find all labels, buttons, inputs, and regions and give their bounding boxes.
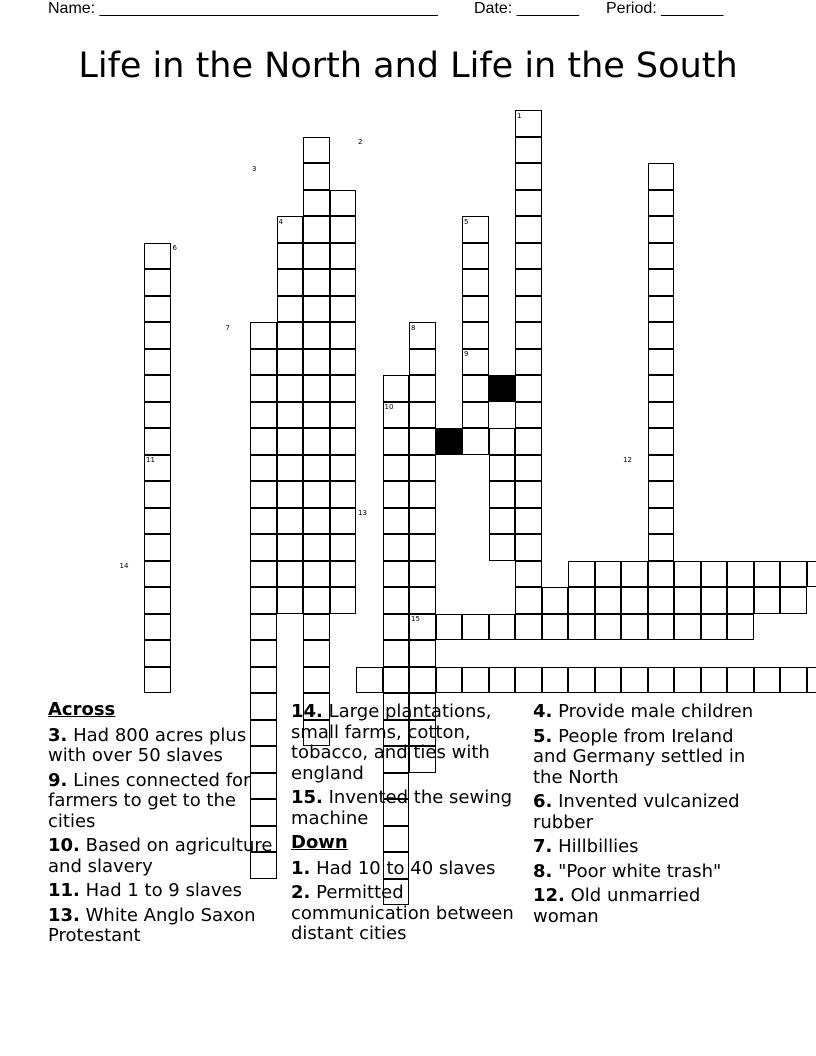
down-heading: Down: [291, 832, 348, 853]
grid-cell[interactable]: [515, 322, 542, 349]
grid-cell[interactable]: [330, 402, 357, 429]
grid-cell[interactable]: [250, 561, 277, 588]
grid-cell[interactable]: [489, 508, 516, 535]
grid-cell[interactable]: [674, 614, 701, 641]
clue-number-label: 11: [146, 456, 155, 464]
grid-cell[interactable]: [568, 587, 595, 614]
grid-cell[interactable]: [144, 269, 171, 296]
grid-cell[interactable]: [595, 614, 622, 641]
grid-cell[interactable]: [462, 296, 489, 323]
grid-cell[interactable]: [568, 614, 595, 641]
clue-number-label: 15: [411, 615, 420, 623]
grid-cell[interactable]: [780, 667, 807, 694]
grid-cell[interactable]: [383, 508, 410, 535]
clue-down-1: 1. Had 10 to 40 slaves: [291, 857, 496, 879]
grid-cell[interactable]: [303, 190, 330, 217]
grid-cell[interactable]: [409, 587, 436, 614]
clue-number-label: 4: [278, 217, 283, 226]
grid-cell[interactable]: [648, 455, 675, 482]
grid-cell[interactable]: [330, 243, 357, 270]
clue-down-2: 2. Permitted communication between distant cities: [291, 882, 514, 944]
clue-down-8: 8. "Poor white trash": [533, 860, 722, 882]
grid-cell[interactable]: [383, 640, 410, 667]
grid-cell[interactable]: [144, 587, 171, 614]
clue-across-14: 14. Large plantations, small farms, cotton, tobacco, and ties with england: [291, 701, 492, 784]
grid-cell[interactable]: [515, 614, 542, 641]
grid-cell[interactable]: [144, 640, 171, 667]
grid-cell[interactable]: [303, 269, 330, 296]
grid-cell[interactable]: [303, 402, 330, 429]
grid-cell[interactable]: [621, 561, 648, 588]
grid-cell[interactable]: [648, 296, 675, 323]
grid-cell[interactable]: [489, 481, 516, 508]
grid-cell[interactable]: [144, 428, 171, 455]
grid-cell[interactable]: [727, 587, 754, 614]
grid-cell[interactable]: [383, 561, 410, 588]
grid-cell[interactable]: [303, 163, 330, 190]
grid-cell[interactable]: [515, 296, 542, 323]
grid-cell[interactable]: [674, 561, 701, 588]
grid-cell[interactable]: [330, 349, 357, 376]
grid-cell[interactable]: [277, 349, 304, 376]
grid-cell[interactable]: [144, 481, 171, 508]
grid-cell[interactable]: [250, 349, 277, 376]
grid-cell[interactable]: [489, 667, 516, 694]
grid-cell[interactable]: [515, 481, 542, 508]
grid-cell[interactable]: [303, 428, 330, 455]
clue-number-label: 1: [517, 111, 522, 120]
grid-cell[interactable]: [303, 296, 330, 323]
grid-cell[interactable]: [250, 614, 277, 641]
grid-cell[interactable]: [595, 561, 622, 588]
grid-cell[interactable]: [330, 587, 357, 614]
grid-cell[interactable]: [277, 561, 304, 588]
grid-cell[interactable]: [277, 296, 304, 323]
grid-cell[interactable]: [462, 667, 489, 694]
black-square: [489, 375, 516, 402]
grid-cell[interactable]: [250, 640, 277, 667]
grid-cell[interactable]: [277, 322, 304, 349]
grid-cell[interactable]: [330, 375, 357, 402]
grid-cell[interactable]: [144, 561, 171, 588]
grid-cell[interactable]: [330, 190, 357, 217]
across-heading: Across: [48, 699, 116, 720]
grid-cell[interactable]: [727, 561, 754, 588]
clue-number-label: 13: [358, 509, 367, 517]
grid-cell[interactable]: [144, 296, 171, 323]
grid-cell[interactable]: [648, 269, 675, 296]
grid-cell[interactable]: [303, 534, 330, 561]
grid-cell[interactable]: [515, 216, 542, 243]
grid-cell[interactable]: [542, 667, 569, 694]
grid-cell[interactable]: [462, 614, 489, 641]
grid-cell[interactable]: [568, 561, 595, 588]
grid-cell[interactable]: [277, 269, 304, 296]
grid-cell[interactable]: [303, 640, 330, 667]
grid-cell[interactable]: [648, 216, 675, 243]
grid-cell[interactable]: [144, 322, 171, 349]
grid-cell[interactable]: [409, 349, 436, 376]
grid-cell[interactable]: [277, 587, 304, 614]
grid-cell[interactable]: [515, 561, 542, 588]
grid-cell[interactable]: [144, 534, 171, 561]
grid-cell[interactable]: [356, 667, 383, 694]
grid-cell[interactable]: [515, 190, 542, 217]
grid-cell[interactable]: [542, 614, 569, 641]
grid-cell[interactable]: [436, 614, 463, 641]
grid-cell[interactable]: [144, 349, 171, 376]
grid-cell[interactable]: [462, 322, 489, 349]
grid-cell[interactable]: [515, 534, 542, 561]
grid-cell[interactable]: [250, 375, 277, 402]
grid-cell[interactable]: [542, 587, 569, 614]
grid-cell[interactable]: [303, 322, 330, 349]
grid-cell[interactable]: [330, 508, 357, 535]
grid-cell[interactable]: [515, 428, 542, 455]
clue-across-15: 15. Invented the sewing machine: [291, 787, 513, 829]
grid-cell[interactable]: [409, 640, 436, 667]
grid-cell[interactable]: [489, 455, 516, 482]
grid-cell[interactable]: [648, 508, 675, 535]
clue-down-12: 12. Old unmarried woman: [533, 885, 701, 927]
grid-cell[interactable]: [515, 455, 542, 482]
grid-cell[interactable]: [727, 614, 754, 641]
clue-number-label: 14: [119, 562, 129, 570]
grid-cell[interactable]: [515, 375, 542, 402]
grid-cell[interactable]: [383, 455, 410, 482]
grid-cell[interactable]: [727, 667, 754, 694]
black-square: [436, 428, 463, 455]
grid-cell[interactable]: [409, 561, 436, 588]
page-title: Life in the North and Life in the South: [78, 46, 738, 86]
grid-cell[interactable]: [568, 667, 595, 694]
grid-cell[interactable]: [303, 243, 330, 270]
grid-cell[interactable]: [383, 587, 410, 614]
clue-number-label: 7: [225, 323, 230, 332]
grid-cell[interactable]: [648, 534, 675, 561]
grid-cell[interactable]: [648, 614, 675, 641]
grid-cell[interactable]: [303, 455, 330, 482]
grid-cell[interactable]: [250, 402, 277, 429]
grid-cell[interactable]: [648, 561, 675, 588]
grid-cell[interactable]: [648, 428, 675, 455]
clue-across-3: 3. Had 800 acres plus with over 50 slaves: [48, 724, 247, 766]
clues-column-3: [533, 702, 769, 931]
grid-cell[interactable]: [277, 508, 304, 535]
grid-cell[interactable]: [250, 587, 277, 614]
grid-cell[interactable]: [409, 375, 436, 402]
grid-cell[interactable]: [648, 190, 675, 217]
grid-cell[interactable]: [330, 534, 357, 561]
grid-cell[interactable]: [330, 296, 357, 323]
grid-cell[interactable]: [621, 667, 648, 694]
grid-cell[interactable]: [277, 402, 304, 429]
grid-cell[interactable]: [330, 561, 357, 588]
date-field[interactable]: Date: _______: [474, 0, 579, 17]
grid-cell[interactable]: [489, 428, 516, 455]
grid-cell[interactable]: [754, 587, 781, 614]
clue-down-5: 5. People from Ireland and Germany settled in the North: [533, 725, 746, 788]
grid-cell[interactable]: [250, 322, 277, 349]
grid-cell[interactable]: [330, 481, 357, 508]
grid-cell[interactable]: [409, 508, 436, 535]
grid-cell[interactable]: [489, 614, 516, 641]
name-field[interactable]: Name: ______________________________________: [48, 0, 438, 17]
grid-cell[interactable]: [409, 402, 436, 429]
grid-cell[interactable]: [303, 667, 330, 694]
grid-cell[interactable]: [595, 667, 622, 694]
grid-cell[interactable]: [515, 269, 542, 296]
grid-cell[interactable]: [303, 137, 330, 164]
grid-cell[interactable]: [462, 269, 489, 296]
grid-cell[interactable]: [250, 481, 277, 508]
grid-cell[interactable]: [515, 402, 542, 429]
grid-cell[interactable]: [648, 481, 675, 508]
grid-cell[interactable]: [648, 587, 675, 614]
clue-number-label: 5: [464, 217, 469, 226]
grid-cell[interactable]: [807, 667, 816, 694]
grid-cell[interactable]: [462, 402, 489, 429]
clue-number-label: 2: [358, 138, 363, 146]
grid-cell[interactable]: [250, 508, 277, 535]
grid-cell[interactable]: [144, 667, 171, 694]
grid-cell[interactable]: [250, 455, 277, 482]
grid-cell[interactable]: [330, 216, 357, 243]
grid-cell[interactable]: [648, 322, 675, 349]
clue-across-11: 11. Had 1 to 9 slaves: [48, 880, 242, 901]
grid-cell[interactable]: [489, 534, 516, 561]
grid-cell[interactable]: [436, 667, 463, 694]
grid-cell[interactable]: [303, 508, 330, 535]
grid-cell[interactable]: [409, 481, 436, 508]
grid-cell[interactable]: [303, 349, 330, 376]
grid-cell[interactable]: [144, 243, 171, 270]
clue-number-label: 6: [172, 244, 177, 252]
grid-cell[interactable]: [462, 428, 489, 455]
grid-cell[interactable]: [807, 561, 816, 588]
grid-cell[interactable]: [144, 508, 171, 535]
grid-cell[interactable]: [780, 561, 807, 588]
grid-cell[interactable]: [515, 137, 542, 164]
grid-cell[interactable]: [648, 163, 675, 190]
grid-cell[interactable]: [303, 216, 330, 243]
grid-cell[interactable]: [621, 587, 648, 614]
grid-cell[interactable]: [277, 375, 304, 402]
grid-cell[interactable]: [330, 269, 357, 296]
clues-column-2: [291, 702, 527, 949]
grid-cell[interactable]: [674, 587, 701, 614]
clue-down-6: 6. Invented vulcanized rubber: [533, 791, 740, 833]
grid-cell[interactable]: [595, 587, 622, 614]
clue-across-10: 10. Based on agriculture and slavery: [48, 835, 273, 877]
grid-cell[interactable]: [303, 587, 330, 614]
grid-cell[interactable]: [648, 243, 675, 270]
grid-cell[interactable]: [674, 667, 701, 694]
grid-cell[interactable]: [515, 508, 542, 535]
period-field[interactable]: Period: _______: [606, 0, 724, 17]
grid-cell[interactable]: [754, 561, 781, 588]
grid-cell[interactable]: [383, 481, 410, 508]
grid-cell[interactable]: [383, 428, 410, 455]
grid-cell[interactable]: [277, 481, 304, 508]
grid-cell[interactable]: [701, 614, 728, 641]
grid-cell[interactable]: [754, 667, 781, 694]
grid-cell[interactable]: [648, 375, 675, 402]
grid-cell[interactable]: [515, 163, 542, 190]
grid-cell[interactable]: [383, 375, 410, 402]
grid-cell[interactable]: [409, 455, 436, 482]
clue-number-label: 3: [252, 164, 257, 173]
grid-cell[interactable]: [462, 375, 489, 402]
grid-cell[interactable]: [144, 375, 171, 402]
grid-cell[interactable]: [648, 667, 675, 694]
grid-cell[interactable]: [701, 667, 728, 694]
clue-number-label: 10: [384, 403, 394, 411]
clues-column-1: [48, 700, 284, 951]
grid-cell[interactable]: [409, 667, 436, 694]
grid-cell[interactable]: [330, 322, 357, 349]
grid-cell[interactable]: [515, 243, 542, 270]
grid-cell[interactable]: [621, 614, 648, 641]
grid-cell[interactable]: [303, 481, 330, 508]
grid-cell[interactable]: [780, 587, 807, 614]
grid-cell[interactable]: [277, 428, 304, 455]
grid-cell[interactable]: [330, 455, 357, 482]
clue-number-label: 12: [623, 456, 632, 464]
grid-cell[interactable]: [250, 534, 277, 561]
grid-cell[interactable]: [250, 667, 277, 694]
grid-cell[interactable]: [515, 349, 542, 376]
clue-number-label: 8: [411, 323, 416, 332]
clue-across-9: 9. Lines connected for farmers to get to the cities: [48, 769, 251, 832]
grid-cell[interactable]: [462, 243, 489, 270]
grid-cell[interactable]: [648, 349, 675, 376]
grid-cell[interactable]: [383, 534, 410, 561]
grid-cell[interactable]: [701, 561, 728, 588]
grid-cell[interactable]: [277, 534, 304, 561]
grid-cell[interactable]: [330, 428, 357, 455]
grid-cell[interactable]: [144, 402, 171, 429]
grid-cell[interactable]: [303, 375, 330, 402]
clue-down-4: 4. Provide male children: [533, 701, 754, 722]
grid-cell[interactable]: [144, 614, 171, 641]
grid-cell[interactable]: [383, 667, 410, 694]
grid-cell[interactable]: [250, 428, 277, 455]
grid-cell[interactable]: [648, 402, 675, 429]
grid-cell[interactable]: [409, 428, 436, 455]
clue-down-7: 7. Hillbillies: [533, 836, 639, 857]
clue-across-13: 13. White Anglo Saxon Protestant: [48, 904, 256, 946]
clue-number-label: 9: [464, 350, 469, 358]
grid-cell[interactable]: [515, 667, 542, 694]
grid-cell[interactable]: [277, 455, 304, 482]
grid-cell[interactable]: [303, 614, 330, 641]
grid-cell[interactable]: [383, 614, 410, 641]
grid-cell[interactable]: [515, 587, 542, 614]
grid-cell[interactable]: [277, 243, 304, 270]
grid-cell[interactable]: [701, 587, 728, 614]
grid-cell[interactable]: [303, 561, 330, 588]
grid-cell[interactable]: [409, 534, 436, 561]
